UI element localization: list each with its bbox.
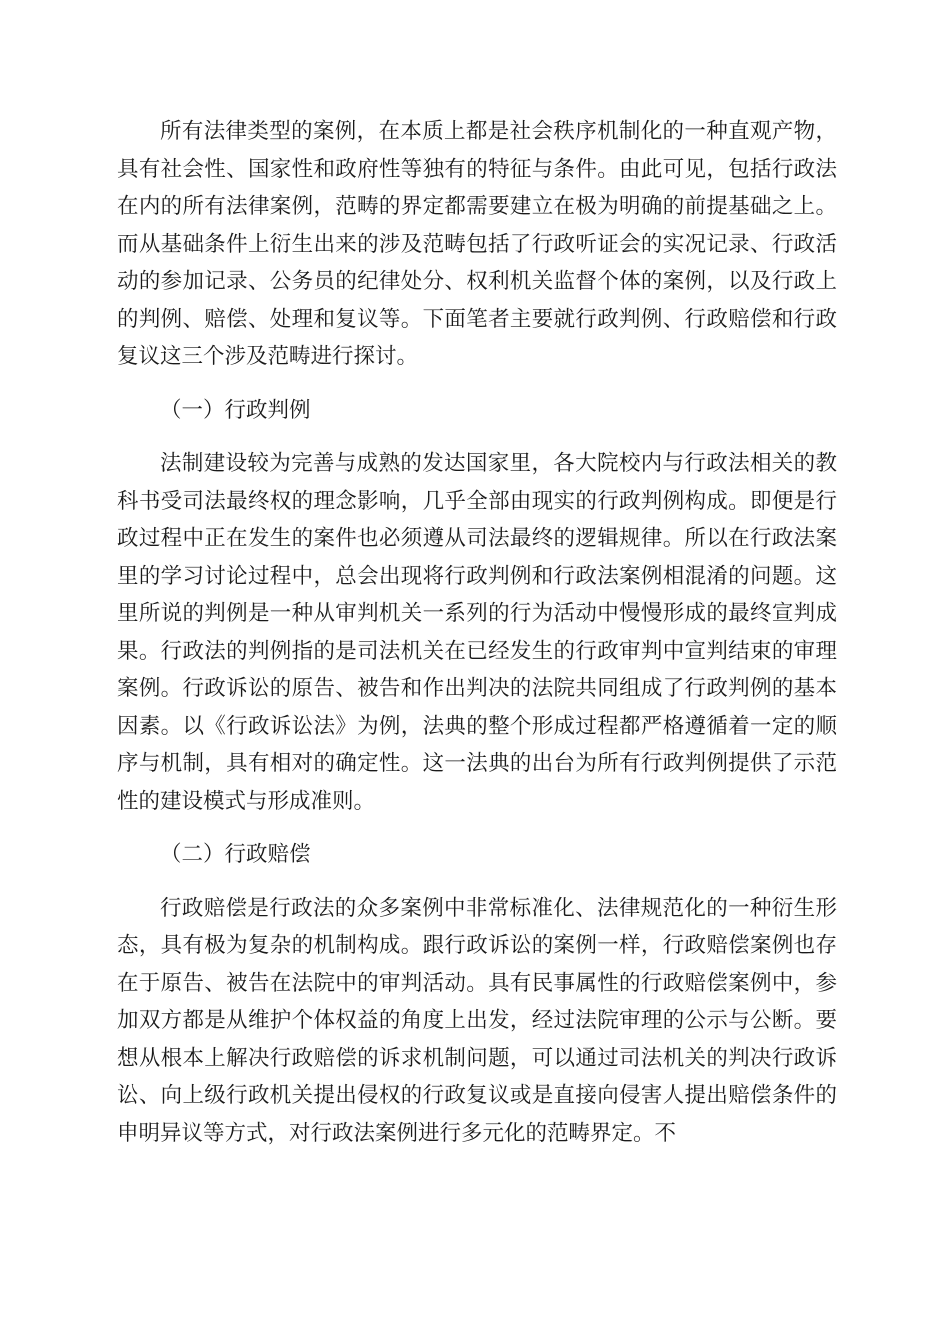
section-heading-administrative-compensation: （二）行政赔偿: [160, 842, 311, 867]
section-body-administrative-precedent: 法制建设较为完善与成熟的发达国家里，各大院校内与行政法相关的教科书受司法最终权的理念影响，几乎全部由现实的行政判例构成。即便是行政过程中正在发生的案件也必须遵从司法最终的逻辑规律。所以在行政法案里的学习讨论过程中，总会出现将行政判例和行政法案例相混淆的问题。这里所说的判例是一种从审判机关一系列的行为活动中慢慢形成的最终宣判成果。行政法的判例指的是司法机关在已经发生的行政审判中宣判结束的审理案例。行政诉讼的原告、被告和作出判决的法院共同组成了行政判例的基本因素。以《行政诉讼法》为例，法典的整个形成过程都严格遵循着一定的顺序与机制，具有相对的确定性。这一法典的出台为所有行政判例提供了示范性的建设模式与形成准则。: [117, 451, 837, 814]
section-heading-administrative-precedent: （一）行政判例: [160, 397, 311, 423]
section-body-administrative-compensation: 行政赔偿是行政法的众多案例中非常标准化、法律规范化的一种衍生形态，具有极为复杂的机制构成。跟行政诉讼的案例一样，行政赔偿案例也存在于原告、被告在法院中的审判活动。具有民事属性的行政赔偿案例中，参加双方都是从维护个体权益的角度上出发，经过法院审理的公示与公断。要想从根本上解决行政赔偿的诉求机制问题，可以通过司法机关的判决行政诉讼、向上级行政机关提出侵权的行政复议或是直接向侵害人提出赔偿条件的申明异议等方式，对行政法案例进行多元化的范畴界定。不: [117, 895, 837, 1146]
intro-paragraph: 所有法律类型的案例，在本质上都是社会秩序机制化的一种直观产物，具有社会性、国家性和政府性等独有的特征与条件。由此可见，包括行政法在内的所有法律案例，范畴的界定都需要建立在极为明确的前提基础之上。而从基础条件上衍生出来的涉及范畴包括了行政听证会的实况记录、行政活动的参加记录、公务员的纪律处分、权利机关监督个体的案例，以及行政上的判例、赔偿、处理和复议等。下面笔者主要就行政判例、行政赔偿和行政复议这三个涉及范畴进行探讨。: [117, 119, 837, 369]
document-page: [117, 113, 837, 1152]
